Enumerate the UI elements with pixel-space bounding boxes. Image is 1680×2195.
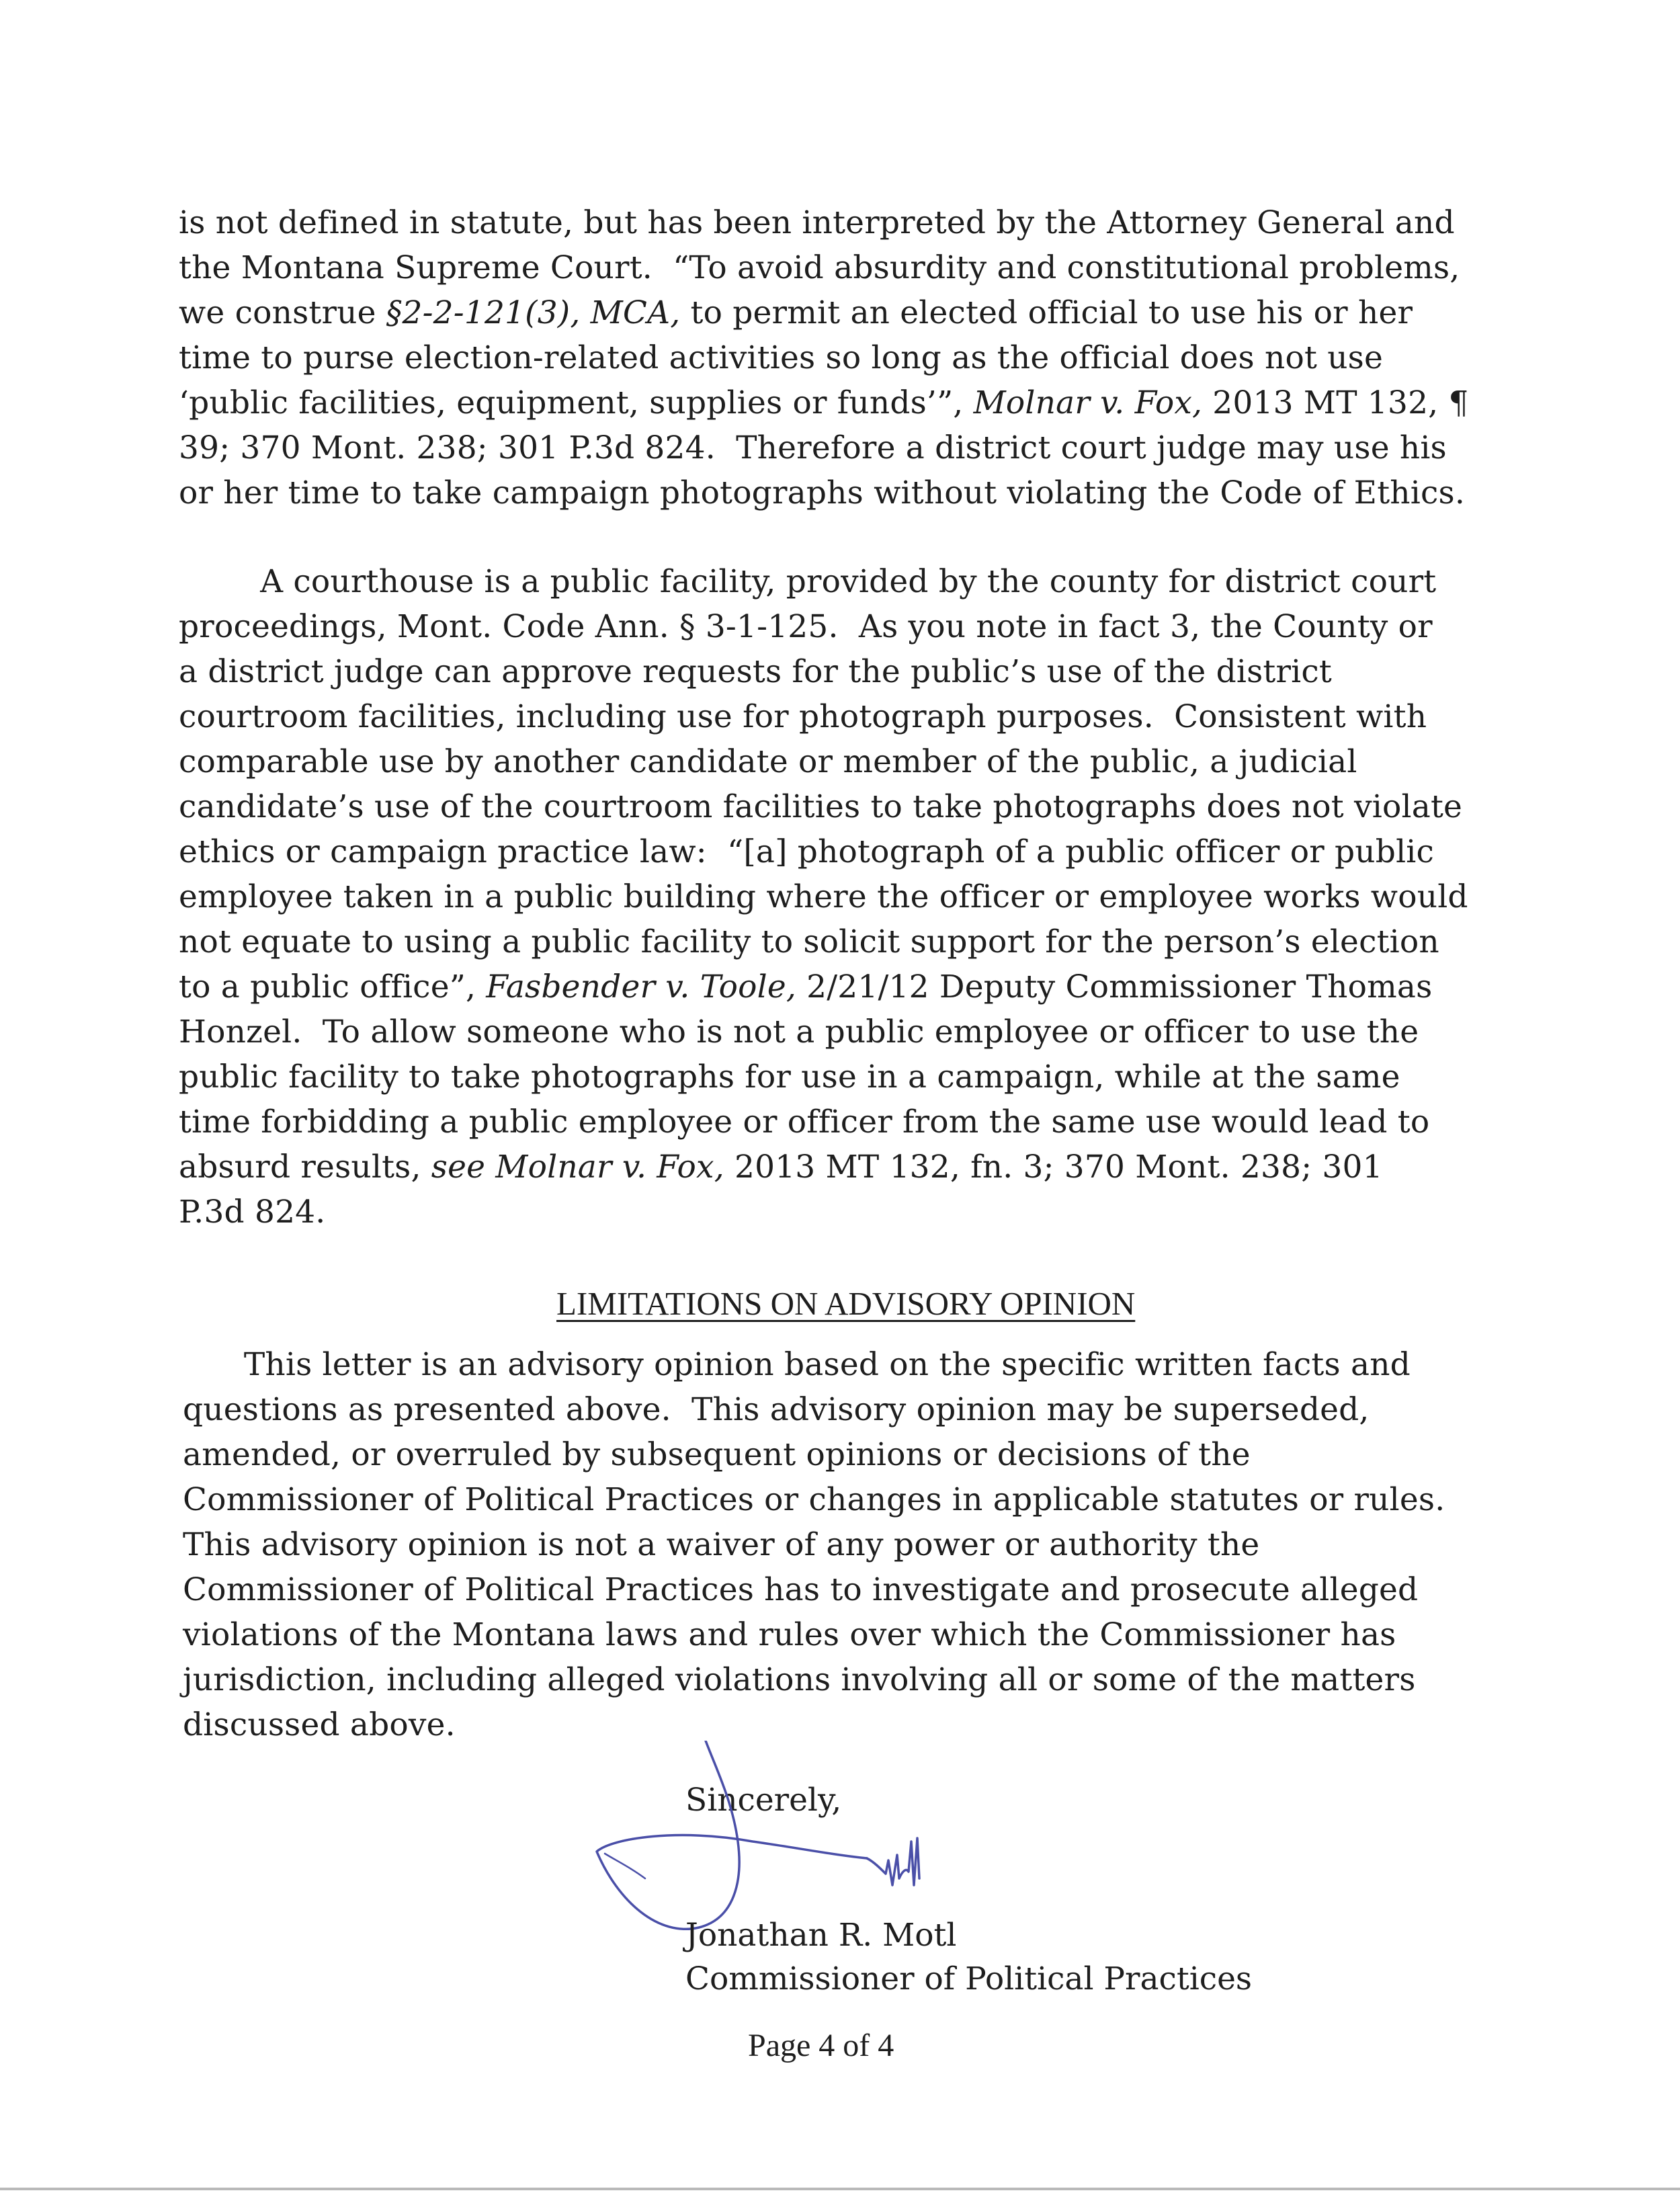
text-segment: ethics or campaign practice law: “[a] photograph of a public officer or public	[179, 833, 1435, 870]
text-segment: is not defined in statute, but has been interpreted by the Attorney General and	[179, 204, 1455, 241]
text-segment: Commissioner of Political Practices or changes in applicable statutes or rules.	[183, 1481, 1445, 1518]
text-segment: questions as presented above. This advisory opinion may be superseded,	[183, 1391, 1370, 1428]
text-line	[183, 1612, 1396, 1657]
text-line	[179, 829, 1434, 874]
text-line	[183, 1567, 1418, 1612]
text-segment: employee taken in a public building where the officer or employee works would	[179, 878, 1468, 915]
text-line	[179, 245, 1460, 290]
text-line	[179, 559, 1436, 604]
text-segment: the Montana Supreme Court. “To avoid absurdity and constitutional problems,	[179, 249, 1460, 286]
text-segment: or her time to take campaign photographs without violating the Code of Ethics.	[179, 474, 1465, 511]
text-segment: comparable use by another candidate or member of the public, a judicial	[179, 743, 1357, 780]
text-line	[179, 1190, 325, 1235]
signer-title: Commissioner of Political Practices	[685, 1960, 1253, 1997]
section-heading: LIMITATIONS ON ADVISORY OPINION	[556, 1285, 1136, 1322]
text-line	[179, 470, 1465, 515]
text-segment: This letter is an advisory opinion based on the specific written facts and	[183, 1346, 1411, 1383]
text-line	[183, 1432, 1251, 1477]
text-segment: we construe	[179, 294, 386, 331]
text-line	[183, 1522, 1259, 1567]
text-segment: Honzel. To allow someone who is not a public employee or officer to use the	[179, 1013, 1419, 1050]
text-line	[179, 694, 1427, 739]
text-line	[179, 290, 1413, 335]
text-segment: time to purse election-related activities so long as the official does not use	[179, 339, 1384, 376]
text-segment: public facility to take photographs for use in a campaign, while at the same	[179, 1059, 1400, 1095]
text-segment: This advisory opinion is not a waiver of any power or authority the	[183, 1526, 1260, 1563]
text-segment: ‘public facilities, equipment, supplies or funds’”,	[179, 384, 974, 421]
text-line	[179, 739, 1357, 784]
text-segment: 39; 370 Mont. 238; 301 P.3d 824. Therefore a district court judge may use his	[179, 429, 1447, 466]
text-segment: 2013 MT 132, fn. 3; 370 Mont. 238; 301	[724, 1149, 1383, 1186]
text-segment: to permit an elected official to use his or her	[680, 294, 1413, 331]
text-segment: A courthouse is a public facility, provided by the county for district court	[179, 563, 1437, 600]
text-segment: time forbidding a public employee or officer from the same use would lead to	[179, 1104, 1430, 1141]
text-segment: P.3d 824.	[179, 1194, 326, 1231]
text-segment: 2013 MT 132, ¶	[1202, 384, 1469, 421]
text-segment: absurd results,	[179, 1149, 431, 1186]
text-segment: proceedings, Mont. Code Ann. § 3-1-125. As you note in fact 3, the County or	[179, 608, 1433, 645]
text-segment: Commissioner of Political Practices has to investigate and prosecute alleged	[183, 1571, 1419, 1608]
text-line	[179, 1145, 1383, 1190]
text-line	[179, 964, 1432, 1009]
citation-text: §2-2-121(3), MCA,	[386, 294, 681, 331]
text-line	[179, 335, 1383, 380]
text-line	[183, 1702, 456, 1747]
text-line	[183, 1387, 1370, 1432]
text-segment: violations of the Montana laws and rules over which the Commissioner has	[183, 1616, 1396, 1653]
page-number: Page 4 of 4	[748, 2028, 894, 2063]
text-segment: 2/21/12 Deputy Commissioner Thomas	[796, 968, 1433, 1005]
text-line	[183, 1342, 1411, 1387]
text-line	[179, 649, 1332, 694]
text-segment: courtroom facilities, including use for photograph purposes. Consistent with	[179, 698, 1427, 735]
valediction: Sincerely,	[685, 1782, 842, 1819]
text-line	[179, 1054, 1400, 1100]
text-line	[179, 919, 1439, 964]
citation-text: Molnar v. Fox,	[973, 384, 1203, 421]
citation-text: see Molnar v. Fox,	[431, 1149, 724, 1186]
text-line	[179, 874, 1468, 919]
handwritten-signature	[578, 1741, 1008, 1942]
text-line	[179, 784, 1462, 829]
text-line	[179, 604, 1433, 649]
text-line	[179, 1009, 1419, 1054]
text-line	[179, 380, 1469, 425]
text-line	[179, 200, 1455, 245]
text-line	[179, 1100, 1429, 1145]
text-line	[183, 1477, 1445, 1522]
text-segment: to a public office”,	[179, 968, 487, 1005]
citation-text: Fasbender v. Toole,	[486, 968, 796, 1005]
text-line	[179, 425, 1447, 470]
text-segment: discussed above.	[183, 1706, 456, 1743]
text-segment: a district judge can approve requests for the public’s use of the district	[179, 653, 1333, 690]
text-segment: amended, or overruled by subsequent opinions or decisions of the	[183, 1436, 1251, 1473]
text-segment: jurisdiction, including alleged violations involving all or some of the matters	[183, 1661, 1416, 1698]
scan-edge-line	[0, 2188, 1680, 2190]
signer-name: Jonathan R. Motl	[685, 1917, 957, 1954]
text-line	[183, 1657, 1416, 1702]
text-segment: candidate’s use of the courtroom facilities to take photographs does not violate	[179, 788, 1463, 825]
text-segment: not equate to using a public facility to solicit support for the person’s election	[179, 923, 1439, 960]
